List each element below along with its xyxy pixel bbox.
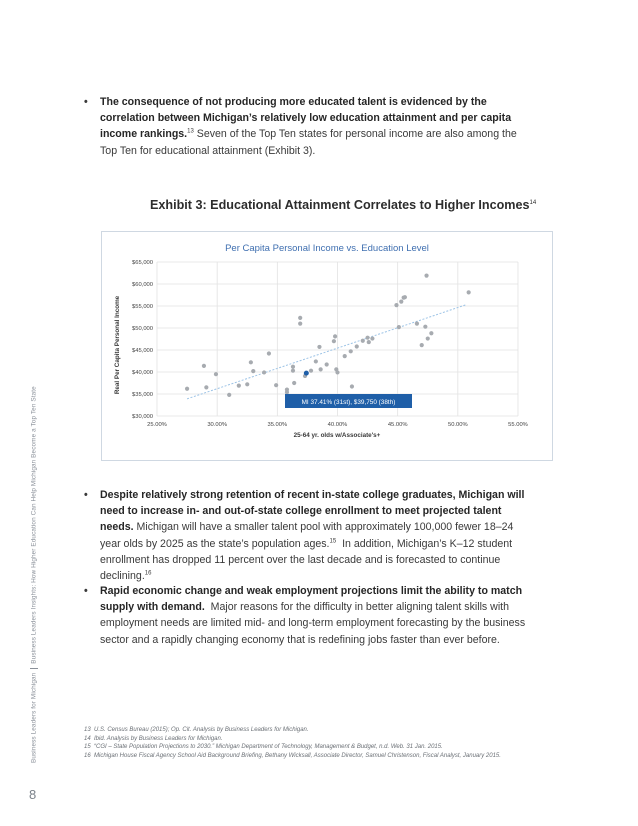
x-tick-label: 40.00% [327,422,348,428]
bullet-economic-change [84,583,536,648]
data-point [185,387,189,391]
callout-box [285,394,412,408]
data-point [298,322,302,326]
data-point [319,367,323,371]
data-point [343,354,347,358]
y-tick-label: $30,000 [132,414,153,420]
data-point [367,340,371,344]
data-point [333,334,337,338]
footnote-14: 14 Ibid. Analysis by Business Leaders for Michigan. [84,735,223,742]
y-tick-label: $40,000 [132,370,153,376]
x-tick-label: 50.00% [447,422,468,428]
x-tick-label: 25.00% [147,422,167,428]
x-tick-label: 30.00% [207,422,228,428]
x-tick-label: 45.00% [387,422,408,428]
y-axis-label: Real Per Capita Personal Income [114,295,121,395]
footnote-ref-14: 14 [529,199,537,206]
data-point [423,325,427,329]
data-point [298,316,302,320]
bullet-1-bold: The consequence of not producing more educated talent is evidenced by the correlation between Michigan’s relatively low education attainment and per capita income rankings. [100,96,512,141]
data-point [214,372,218,376]
data-point [237,384,241,388]
footnotes [84,726,564,760]
data-point [285,390,289,394]
data-point [309,369,313,373]
sidebar-separator [30,668,38,669]
chart-title: Per Capita Personal Income vs. Education Level [225,243,429,254]
data-point [424,274,428,278]
data-point [361,339,365,343]
data-point [202,364,206,368]
exhibit-title [150,198,550,212]
bullet-consequence [84,94,536,159]
trendline [187,305,466,399]
data-point [394,303,398,307]
sidebar-org-name: Business Leaders for Michigan [30,672,38,763]
bullet-dot: • [84,585,88,597]
chart-gridlines [157,262,518,416]
x-tick-label: 55.00% [508,422,528,428]
data-point [291,369,295,373]
data-point [350,384,354,388]
data-point [397,325,401,329]
bullet-2-text-a: Michigan will have a smaller talent pool with approximately 100,000 fewer 18–24 year olds by 2025 as the state’s population ages. [100,521,514,550]
data-point [245,382,249,386]
bullet-1-text: Seven of the Top Ten states for personal income are also among the Top Ten for educational attainment (Exhibit 3). [100,128,517,157]
exhibit-title-text: Exhibit 3: Educational Attainment Correlates to Higher Incomes [150,198,530,212]
data-point [291,365,295,369]
footnote-16: 16 Michigan House Fiscal Agency School Aid Background Briefing, Bethany Wicksall, Associate Director, Samuel Christenson, Fiscal Analyst, January 2015. [84,752,501,759]
data-point [429,331,433,335]
data-point [335,370,339,374]
x-tick-label: 35.00% [267,422,288,428]
data-point [267,351,271,355]
data-point [355,344,359,348]
chart-canvas [102,232,552,460]
x-axis-label: 25-64 yr. olds w/Associate's+ [293,432,381,439]
data-point [262,370,266,374]
footnote-13: 13 U.S. Census Bureau (2015); Op. Cit. Analysis by Business Leaders for Michigan. [84,727,309,733]
data-point [274,383,278,387]
sidebar-report-title: Business Leaders Insights: How Higher Education Can Help Michigan Become a Top Ten State [30,386,38,664]
bullet-2-text-b: In addition, Michigan’s K–12 student enrollment has dropped 11 percent over the last decade and is forecasted to continue declining. [100,537,513,583]
data-point [249,360,253,364]
data-point [227,393,231,397]
page-number: 8 [29,787,37,802]
data-point [403,295,407,299]
y-tick-label: $45,000 [132,348,153,354]
bullet-dot: • [84,489,88,501]
data-point [292,381,296,385]
footnote-15: 15 “CGI – State Population Projections to 2030.” Michigan Department of Technology, Management & Budget, n.d. Web. 31 Jan. 2015. [84,744,443,751]
data-point [251,369,255,373]
y-tick-label: $60,000 [132,282,153,288]
callout-text: MI 37.41% (31st), $39,750 (38th) [301,399,396,406]
data-point [415,322,419,326]
footnote-ref-13: 13 [187,128,194,135]
y-tick-label: $50,000 [132,326,153,332]
data-point [420,343,424,347]
data-point [325,362,329,366]
data-point [317,345,321,349]
sidebar-running-header [30,386,38,763]
data-point [399,300,403,304]
data-point [204,385,208,389]
y-tick-label: $65,000 [132,260,153,266]
footnote-ref-15: 15 [329,538,337,545]
bullet-2-bold: Despite relatively strong retention of recent in-state college graduates, Michigan will need to increase in- and out-of-state college enrollment to meet projected talent needs. [100,489,525,534]
bullet-3-bold: Rapid economic change and weak employment projections limit the ability to match supply with demand. [100,585,523,614]
footnote-ref-16: 16 [144,570,152,577]
data-point [349,349,353,353]
data-point [467,290,471,294]
data-point [314,359,318,363]
michigan-point [304,371,309,376]
bullet-3-text: Major reasons for the difficulty in better aligning talent skills with employment needs are limited mid- and long-term employment forecasting by the business sector and a rapidly changing economy that is redefining jobs faster than ever before. [100,601,526,646]
bullet-dot: • [84,96,88,108]
y-tick-label: $55,000 [132,304,153,310]
data-point [332,339,336,343]
data-point [370,336,374,340]
y-tick-label: $35,000 [132,392,153,398]
data-point [365,336,369,340]
data-point [426,336,430,340]
chart-trendline [187,305,466,399]
chart-points [185,274,471,397]
scatter-chart [101,231,553,461]
bullet-retention [84,487,536,584]
